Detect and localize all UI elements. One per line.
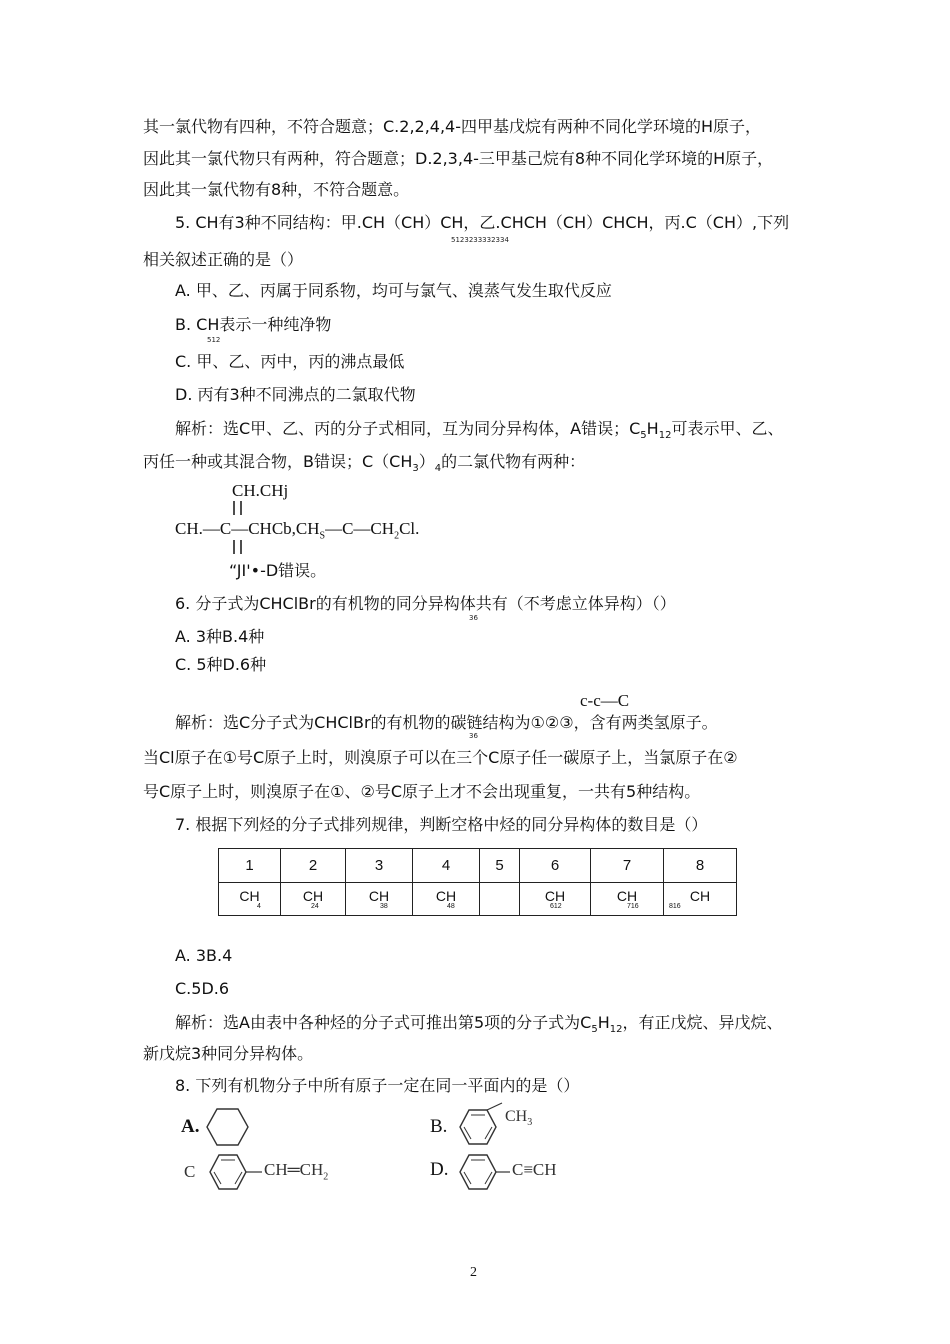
formula-middle-a: CH.—C—CHCb,CH bbox=[175, 519, 320, 538]
question-7: 7. 根据下列烃的分子式排列规律，判断空格中烃的同分异构体的数目是（） bbox=[175, 815, 708, 834]
formula-middle-sub-a: S bbox=[319, 530, 326, 542]
answer-6-line-1: 解析：选C分子式为CHClBr的有机物的碳链结构为①②③，含有两类氢原子。 bbox=[175, 713, 718, 732]
q7-option-c: C.5D.6 bbox=[175, 979, 230, 998]
question-5: 5. CH有3种不同结构：甲.CH（CH）CH，乙.CHCH（CH）CHCH，丙.C（CH）,下列 bbox=[175, 213, 790, 232]
table-cell bbox=[346, 883, 413, 916]
formula-middle-sub-b: 2 bbox=[394, 530, 400, 542]
cyclohexane-structure bbox=[200, 1105, 260, 1151]
answer-7-sub-a: 5 bbox=[591, 1024, 598, 1036]
line-3: 因此其一氯代物有8种，不符合题意。 bbox=[143, 180, 410, 199]
answer-5-text-e: ） bbox=[418, 452, 435, 471]
question-5-subscripts: 5123233332334 bbox=[451, 236, 509, 244]
q5-option-b: B. CH表示一种纯净物 bbox=[175, 315, 332, 334]
answer-7-line-1 bbox=[175, 1013, 782, 1040]
answer-5-sub-a: 5 bbox=[640, 430, 647, 442]
formula-main: CH bbox=[368, 888, 390, 904]
formula-sub: 24 bbox=[311, 903, 319, 910]
table-header-cell: 5 bbox=[480, 849, 520, 883]
table-cell bbox=[219, 883, 281, 916]
table-cell bbox=[664, 883, 737, 916]
styrene-group-sub: 2 bbox=[323, 1171, 329, 1183]
table-header-cell: 6 bbox=[520, 849, 591, 883]
hydrocarbon-table bbox=[218, 848, 737, 916]
table-header-cell: 4 bbox=[413, 849, 480, 883]
table-header-cell: 1 bbox=[219, 849, 281, 883]
q7-option-a: A. 3B.4 bbox=[175, 946, 233, 965]
table-cell-empty bbox=[480, 883, 520, 916]
table-header-cell: 2 bbox=[281, 849, 346, 883]
q6-option-a: A. 3种B.4种 bbox=[175, 627, 265, 646]
styrene-ring bbox=[204, 1150, 264, 1196]
page-number: 2 bbox=[470, 1265, 477, 1280]
table-header-cell: 8 bbox=[664, 849, 737, 883]
answer-5-sub-b: 12 bbox=[658, 430, 672, 442]
question-8: 8. 下列有机物分子中所有原子一定在同一平面内的是（） bbox=[175, 1076, 580, 1095]
line-1: 其一氯代物有四种，不符合题意；C.2,2,4,4-四甲基戊烷有两种不同化学环境的H原子， bbox=[143, 117, 762, 136]
q5-option-a: A. 甲、乙、丙属于同系物，均可与氯气、溴蒸气发生取代反应 bbox=[175, 281, 612, 300]
answer-6-subscript: 36 bbox=[469, 732, 478, 740]
answer-5-text-a: 解析：选C甲、乙、丙的分子式相同，互为同分异构体，A错误；C bbox=[175, 419, 641, 438]
answer-6-line-3: 号C原子上时，则溴原子在①、②号C原子上才不会出现重复，一共有5种结构。 bbox=[143, 782, 701, 801]
answer-5-sub-c: 3 bbox=[412, 463, 419, 475]
answer-7-text-b: H bbox=[597, 1013, 610, 1032]
answer-7-text-a: 解析：选A由表中各种烃的分子式可推出第5项的分子式为C bbox=[175, 1013, 592, 1032]
q5-option-c: C. 甲、乙、丙中，丙的沸点最低 bbox=[175, 352, 405, 371]
table-cell bbox=[413, 883, 480, 916]
formula-sub: 4 bbox=[257, 903, 261, 910]
answer-5-text-f: 的二氯代物有两种： bbox=[441, 452, 586, 471]
toluene-group bbox=[505, 1107, 532, 1133]
question-6-subscript: 36 bbox=[469, 614, 478, 622]
q8-option-d-label: D. bbox=[430, 1159, 449, 1180]
formula-top: CH.CHj bbox=[232, 481, 289, 500]
toluene-group-sub: 3 bbox=[527, 1117, 533, 1129]
q5-option-d: D. 丙有3种不同沸点的二氯取代物 bbox=[175, 385, 416, 404]
table-header-cell: 3 bbox=[346, 849, 413, 883]
q8-option-a-label: A. bbox=[181, 1116, 200, 1137]
formula-middle bbox=[175, 519, 419, 546]
toluene-group-ch: CH bbox=[505, 1108, 528, 1125]
q6-option-c: C. 5种D.6种 bbox=[175, 655, 267, 674]
formula-main: CH bbox=[435, 888, 457, 904]
answer-7-sub-b: 12 bbox=[609, 1024, 623, 1036]
formula-sub: 48 bbox=[447, 903, 455, 910]
formula-sub: 38 bbox=[380, 903, 388, 910]
table-cell bbox=[591, 883, 664, 916]
question-6: 6. 分子式为CHClBr的有机物的同分异构体共有（不考虑立体异构）（） bbox=[175, 594, 676, 613]
answer-5-text-c: 可表示甲、乙、 bbox=[671, 419, 784, 438]
formula-sub: 716 bbox=[627, 903, 639, 910]
formula-main: CH bbox=[239, 888, 260, 904]
table-cell bbox=[520, 883, 591, 916]
formula-middle-c: Cl. bbox=[399, 519, 420, 538]
q5-option-b-subscript: 512 bbox=[207, 336, 221, 344]
line-2: 因此其一氯代物只有两种，符合题意；D.2,3,4-三甲基己烷有8种不同化学环境的H原子， bbox=[143, 149, 774, 168]
answer-7-text-c: ，有正戊烷、异戊烷、 bbox=[622, 1013, 783, 1032]
formula-main: CH bbox=[544, 888, 566, 904]
answer-5-text-d: 丙任一种或其混合物，B错误；C（CH bbox=[143, 452, 413, 471]
carbon-chain: c-c—C bbox=[580, 691, 630, 710]
formula-main: CH bbox=[689, 888, 711, 904]
q8-option-c-label: C bbox=[184, 1162, 196, 1181]
question-5-cont: 相关叙述正确的是（） bbox=[143, 250, 304, 269]
answer-6-line-2: 当Cl原子在①号C原子上时，则溴原子可以在三个C原子任一碳原子上，当氯原子在② bbox=[143, 748, 738, 767]
table-header-cell: 7 bbox=[591, 849, 664, 883]
formula-bottom: “JI'•-D错误。 bbox=[229, 561, 327, 580]
styrene-group bbox=[264, 1160, 328, 1187]
q8-option-b-label: B. bbox=[430, 1116, 448, 1137]
formula-middle-b: —C—CH bbox=[325, 519, 395, 538]
answer-5-text-b: H bbox=[646, 419, 659, 438]
formula-sub: 816 bbox=[669, 903, 681, 910]
styrene-group-text: CH═CH bbox=[264, 1160, 324, 1179]
answer-5-sub-d: 4 bbox=[434, 463, 442, 475]
phenylacetylene-ring bbox=[454, 1150, 514, 1196]
formula-main: CH bbox=[302, 888, 324, 904]
answer-7-line-2: 新戊烷3种同分异构体。 bbox=[143, 1044, 314, 1063]
table-cell bbox=[281, 883, 346, 916]
phenylacetylene-group: C≡CH bbox=[512, 1160, 557, 1179]
formula-main: CH bbox=[616, 888, 638, 904]
formula-sub: 612 bbox=[550, 903, 562, 910]
